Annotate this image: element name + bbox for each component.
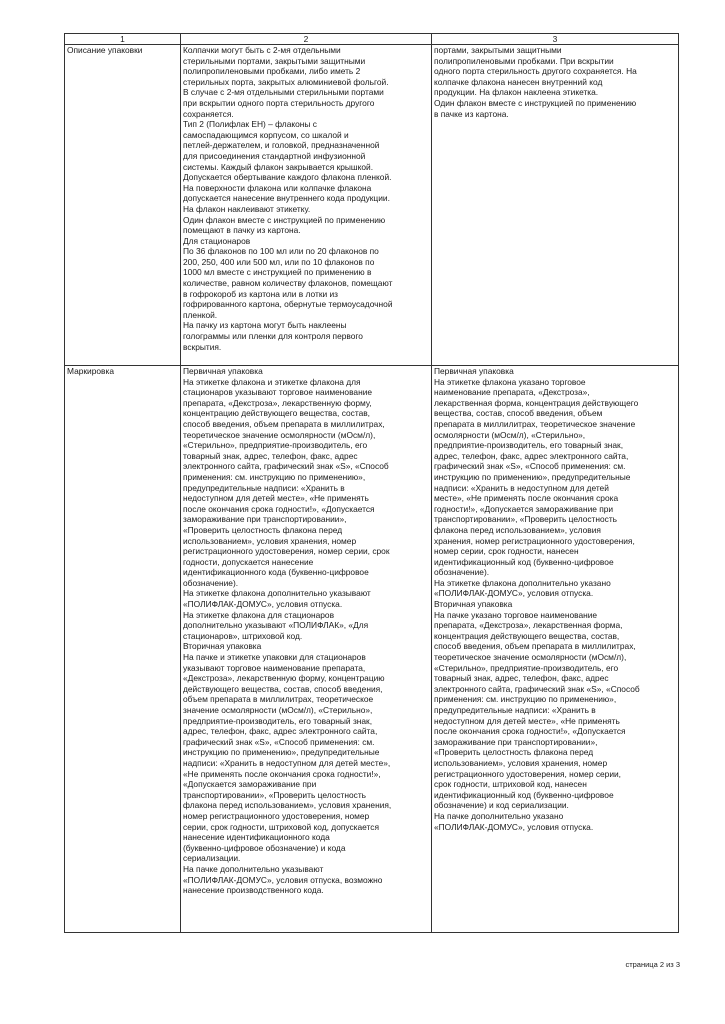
text-line: сохраняется. xyxy=(183,108,234,119)
text-line: одного порта стерильность другого сохраняется. На xyxy=(434,66,637,77)
text-line: инструкцию по применению», предупредительные xyxy=(434,471,631,482)
text-line: На флакон наклеивают этикетку. xyxy=(183,203,311,214)
text-line: концентрацию действующего вещества, состав, xyxy=(183,408,371,419)
text-line: обозначение). xyxy=(183,577,239,588)
text-line: Один флакон вместе с инструкцией по применению xyxy=(183,214,386,225)
text-line: флакона перед использованием», условия хранения, xyxy=(183,800,392,811)
text-line: системы. Каждый флакон закрывается крышкой. xyxy=(183,161,374,172)
text-line: номер регистрационного удостоверения, номер xyxy=(183,810,370,821)
text-line: «Стерильно», предприятие-производитель, его xyxy=(183,440,368,451)
text-line: На этикетке флакона дополнительно указано xyxy=(434,577,611,588)
marking-col3-text xyxy=(434,366,676,832)
packaging-col3-cell xyxy=(432,45,679,366)
text-line: стерильных порта, закрытых алюминиевой фольгой. xyxy=(183,76,389,87)
text-line: продукции. На флакон наклеена этикетка. xyxy=(434,87,599,98)
text-line: номер серии, срок годности, нанесен xyxy=(434,546,579,557)
text-line: стерильными портами, закрытыми защитными xyxy=(183,55,366,66)
text-line: Колпачки могут быть с 2-мя отдельными xyxy=(183,45,341,55)
marking-col2-cell xyxy=(181,366,432,933)
text-line: недоступном для детей месте», «Не применять xyxy=(434,715,620,726)
text-line: регистрационного удостоверения, номер серии, срок xyxy=(183,546,390,557)
text-line: товарный знак, адрес, телефон, факс, адрес xyxy=(183,450,358,461)
text-line: Один флакон вместе с инструкцией по применению xyxy=(434,97,637,108)
text-line: идентификационного кода (буквенно-цифровое xyxy=(183,567,369,578)
text-line: транспортировании», «Проверить целостность xyxy=(183,789,367,800)
text-line: предупредительные надписи: «Хранить в xyxy=(434,705,596,715)
text-line: при вскрытии одного порта стерильность другого xyxy=(183,97,375,108)
text-line: осмолярности (мОсм/л), «Стерильно», xyxy=(434,429,586,440)
text-line: адрес, телефон, факс, адрес электронного сайта, xyxy=(183,726,378,737)
text-line: товарный знак, адрес, телефон, факс, адрес xyxy=(434,673,609,684)
text-line: предприятие-производитель, его товарный знак, xyxy=(183,715,373,726)
text-line: На пачке и этикетке упаковки для стационаров xyxy=(183,652,366,663)
text-line: регистрационного удостоверения, номер серии, xyxy=(434,768,622,779)
text-line: указывают торговое наименование препарата, xyxy=(183,662,366,673)
text-line: На поверхности флакона или колпачке флакона xyxy=(183,182,372,193)
text-line: 200, 250, 400 или 500 мл, или по 10 флаконов по xyxy=(183,256,375,267)
spec-table xyxy=(64,33,679,933)
text-line: Тип 2 (Полифлак ЕН) – флаконы с xyxy=(183,119,317,130)
header-col-3: 3 xyxy=(432,34,679,45)
text-line: замораживание при транспортировании», xyxy=(183,514,347,525)
text-line: нанесение идентификационного кода xyxy=(183,832,330,843)
text-line: На этикетке флакона дополнительно указывают xyxy=(183,588,371,599)
row-label-packaging: Описание упаковки xyxy=(65,45,181,366)
text-line: объем препарата в миллилитрах, теоретическое xyxy=(183,694,374,705)
table-header-row xyxy=(65,34,679,45)
text-line: электронного сайта, графический знак «S», «Способ xyxy=(434,683,640,694)
text-line: электронного сайта, графический знак «S», «Способ xyxy=(183,461,389,472)
text-line: лекарственная форма, концентрация действующего xyxy=(434,397,639,408)
row-label-marking: Маркировка xyxy=(65,366,181,933)
text-line: Первичная упаковка xyxy=(183,366,263,376)
text-line: после окончания срока годности!», «Допускается xyxy=(183,503,375,514)
marking-col2-text xyxy=(183,366,429,896)
text-line: «Стерильно», предприятие-производитель, его xyxy=(434,662,619,673)
text-line: По 36 флаконов по 100 мл или по 20 флаконов по xyxy=(183,246,379,257)
text-line: допускается нанесение внутреннего кода продукции. xyxy=(183,193,390,204)
text-line: способ введения, объем препарата в миллилитрах, xyxy=(183,418,385,429)
table-row-packaging xyxy=(65,45,679,366)
text-line: обозначение). xyxy=(434,567,490,578)
text-line: серии, срок годности, штриховой код, допускается xyxy=(183,821,380,832)
text-line: флакона перед использованием», условия xyxy=(434,524,601,535)
text-line: На пачку из картона могут быть наклеены xyxy=(183,320,347,331)
text-line: применения: см. инструкцию по применению», xyxy=(434,694,617,705)
text-line: транспортировании», «Проверить целостность xyxy=(434,514,618,525)
text-line: Вторичная упаковка xyxy=(183,641,262,652)
text-line: теоретическое значение осмолярности (мОсм/л), xyxy=(434,652,627,663)
text-line: концентрация действующего вещества, состав, xyxy=(434,630,620,641)
text-line: препарата, «Декстроза», лекарственная форма, xyxy=(434,620,623,631)
text-line: нанесение производственного кода. xyxy=(183,885,324,896)
text-line: На пачке дополнительно указывают xyxy=(183,863,324,874)
text-line: для присоединения стандартной инфузионной xyxy=(183,150,366,161)
text-line: петлей-держателем, и головкой, предназначенной xyxy=(183,140,380,151)
text-line: В случае с 2-мя отдельными стерильными портами xyxy=(183,87,384,98)
page-number: страница 2 из 3 xyxy=(625,960,680,969)
text-line: «ПОЛИФЛАК-ДОМУС», условия отпуска. xyxy=(434,588,594,599)
text-line: гофрированного картона, обернутые термоусадочной xyxy=(183,299,393,310)
text-line: 1000 мл вместе с инструкцией по применению в xyxy=(183,267,372,278)
text-line: дополнительно указывают «ПОЛИФЛАК», «Для xyxy=(183,620,369,631)
text-line: препарата в миллилитрах, теоретическое значение xyxy=(434,418,636,429)
text-line: инструкцию по применению», предупредительные xyxy=(183,747,380,758)
text-line: использованием», условия хранения, номер xyxy=(183,535,357,546)
marking-col3-cell xyxy=(432,366,679,933)
text-line: «Не применять после окончания срока годности!», xyxy=(183,768,381,779)
text-line: препарата, «Декстроза», лекарственную форму, xyxy=(183,397,372,408)
text-line: «ПОЛИФЛАК-ДОМУС», условия отпуска. xyxy=(183,599,343,610)
text-line: пленкой. xyxy=(183,309,218,320)
text-line: способ введения, объем препарата в миллилитрах, xyxy=(434,641,636,652)
text-line: полипропиленовыми пробками, либо иметь 2 xyxy=(183,66,361,77)
text-line: годности!», «Допускается замораживание при xyxy=(434,503,614,514)
text-line: значение осмолярности (мОсм/л), «Стерильно», xyxy=(183,705,373,715)
text-line: помещают в пачку из картона. xyxy=(183,225,301,236)
text-line: колпачке флакона нанесен внутренний код xyxy=(434,76,603,87)
text-line: Первичная упаковка xyxy=(434,366,514,376)
text-line: графический знак «S», «Способ применения: см. xyxy=(434,461,626,472)
text-line: теоретическое значение осмолярности (мОсм/л), xyxy=(183,429,376,440)
text-line: применения: см. инструкцию по применению», xyxy=(183,471,366,482)
header-col-1: 1 xyxy=(65,34,181,45)
text-line: количестве, равном количеству флаконов, помещают xyxy=(183,278,393,289)
text-line: На этикетке флакона для стационаров xyxy=(183,609,335,620)
text-line: «Декстроза», лекарственную форму, концентрацию xyxy=(183,673,385,684)
text-line: самоспадающимся корпусом, со шкалой и xyxy=(183,129,349,140)
text-line: «ПОЛИФЛАК-ДОМУС», условия отпуска, возможно xyxy=(183,874,383,885)
text-line: «Допускается замораживание при xyxy=(183,779,317,790)
packaging-col2-text xyxy=(183,45,429,352)
text-line: вещества, состав, способ введения, объем xyxy=(434,408,603,419)
text-line: идентификационный код (буквенно-цифровое xyxy=(434,556,614,567)
text-line: месте», «Не применять после окончания срока xyxy=(434,493,619,504)
text-line: сериализации. xyxy=(183,853,241,864)
text-line: надписи: «Хранить в недоступном для детей xyxy=(434,482,609,493)
text-line: стационаров», штриховой код. xyxy=(183,630,303,641)
packaging-col3-text xyxy=(434,45,676,119)
text-line: «Проверить целостность флакона перед xyxy=(183,524,343,535)
text-line: (буквенно-цифровое обозначение) и кода xyxy=(183,842,346,853)
text-line: голограммы или пленки для контроля первого xyxy=(183,331,363,342)
text-line: действующего вещества, состав, способ введения, xyxy=(183,683,383,694)
header-col-2: 2 xyxy=(181,34,432,45)
text-line: На этикетке флакона и этикетке флакона для xyxy=(183,376,361,387)
text-line: наименование препарата, «Декстроза», xyxy=(434,387,590,398)
text-line: в гофрокороб из картона или в лотки из xyxy=(183,288,339,299)
text-line: недоступном для детей месте», «Не применять xyxy=(183,493,369,504)
text-line: На этикетке флакона указано торговое xyxy=(434,376,586,387)
text-line: идентификационный код (буквенно-цифровое xyxy=(434,789,614,800)
text-line: Для стационаров xyxy=(183,235,251,246)
text-line: полипропиленовыми пробками. При вскрытии xyxy=(434,55,614,66)
text-line: Вторичная упаковка xyxy=(434,599,513,610)
text-line: предупредительные надписи: «Хранить в xyxy=(183,482,345,493)
text-line: На пачке указано торговое наименование xyxy=(434,609,598,620)
packaging-col2-cell xyxy=(181,45,432,366)
text-line: графический знак «S», «Способ применения: см. xyxy=(183,736,375,747)
text-line: замораживание при транспортировании», xyxy=(434,736,598,747)
text-line: надписи: «Хранить в недоступном для детей месте», xyxy=(183,757,391,768)
text-line: срок годности, штриховой код, нанесен xyxy=(434,779,587,790)
table-row-marking xyxy=(65,366,679,933)
text-line: использованием», условия хранения, номер xyxy=(434,757,608,768)
text-line: стационаров указывают торговое наименование xyxy=(183,387,373,398)
text-line: Допускается обертывание каждого флакона пленкой. xyxy=(183,172,392,183)
text-line: хранения, номер регистрационного удостоверения, xyxy=(434,535,635,546)
text-line: обозначение) и код сериализации. xyxy=(434,800,569,811)
text-line: годности, допускается нанесение xyxy=(183,556,314,567)
text-line: после окончания срока годности!», «Допускается xyxy=(434,726,626,737)
text-line: На пачке дополнительно указано xyxy=(434,810,564,821)
text-line: адрес, телефон, факс, адрес электронного сайта, xyxy=(434,450,629,461)
text-line: предприятие-производитель, его товарный знак, xyxy=(434,440,624,451)
text-line: в пачке из картона. xyxy=(434,108,509,119)
text-line: портами, закрытыми защитными xyxy=(434,45,562,55)
text-line: «ПОЛИФЛАК-ДОМУС», условия отпуска. xyxy=(434,821,594,832)
text-line: «Проверить целостность флакона перед xyxy=(434,747,594,758)
text-line: вскрытия. xyxy=(183,341,222,352)
